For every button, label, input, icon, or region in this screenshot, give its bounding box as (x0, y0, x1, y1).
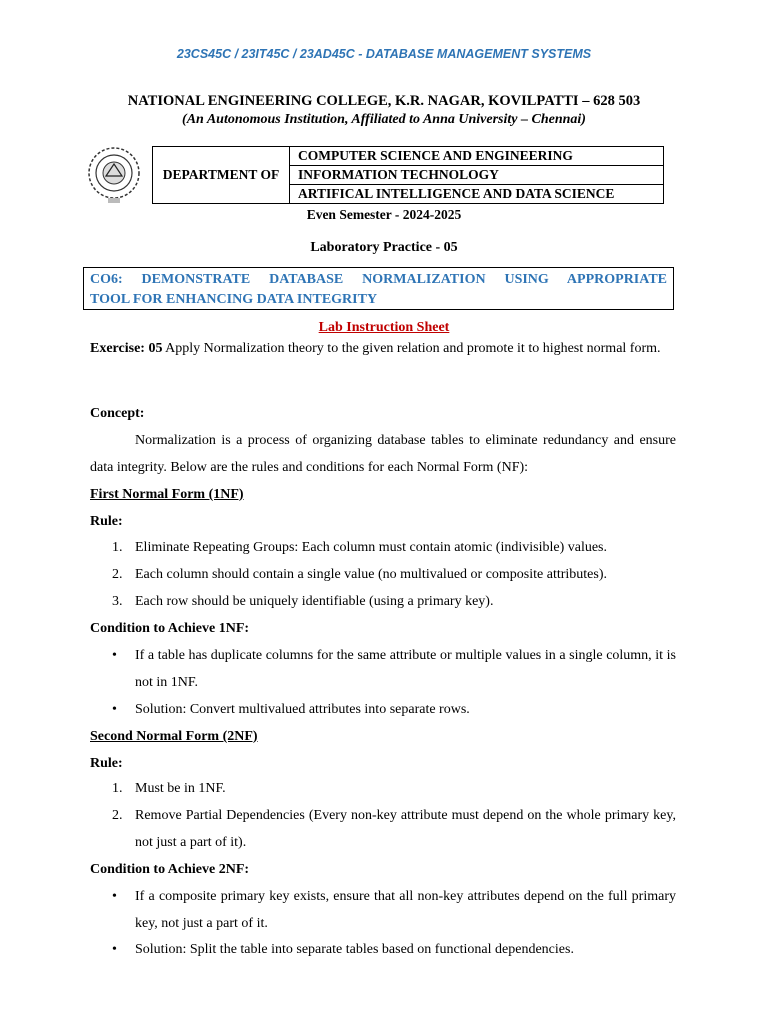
nf1-condition-2: Solution: Convert multivalued attributes into separate rows. (135, 702, 470, 717)
department-label: DEPARTMENT OF (153, 147, 290, 204)
concept-text: Normalization is a process of organizing database tables to eliminate redundancy and ensure data integrity. Below are the rules and conditions for each Normal Form (NF): (90, 433, 676, 475)
department-aids: ARTIFICAL INTELLIGENCE AND DATA SCIENCE (290, 185, 664, 204)
list-item (112, 696, 676, 723)
department-cse: COMPUTER SCIENCE AND ENGINEERING (290, 147, 664, 166)
bullet-icon: • (112, 702, 117, 717)
bullet-icon: • (112, 889, 117, 904)
nf1-heading: First Normal Form (1NF) (90, 487, 244, 502)
concept-heading: Concept: (90, 406, 145, 421)
bullet-icon: • (112, 942, 117, 957)
nf1-condition-label: Condition to Achieve 1NF: (90, 621, 250, 636)
course-outcome-line-2: TOOL FOR ENHANCING DATA INTEGRITY (90, 292, 378, 307)
college-name: NATIONAL ENGINEERING COLLEGE, K.R. NAGAR, KOVILPATTI – 628 503 (127, 93, 641, 109)
nf1-rule-1: Eliminate Repeating Groups: Each column must contain atomic (indivisible) values. (135, 540, 608, 555)
exercise-label: Exercise: 05 (90, 341, 163, 356)
nf1-rule-3: Each row should be uniquely identifiable (using a primary key). (135, 594, 494, 609)
list-item (112, 534, 676, 561)
course-outcome-box (83, 267, 674, 310)
nf2-rule-label: Rule: (90, 756, 123, 771)
department-table (152, 146, 664, 204)
list-number: 1. (112, 781, 123, 796)
nf1-rule-label: Rule: (90, 514, 123, 529)
list-item (112, 642, 676, 696)
bullet-icon: • (112, 648, 117, 663)
nf2-rule-2: Remove Partial Dependencies (Every non-key attribute must depend on the whole primary key, not just a part of it). (135, 808, 676, 850)
list-number: 2. (112, 567, 123, 582)
list-item (112, 936, 676, 963)
exercise-text: Apply Normalization theory to the given relation and promote it to highest normal form. (162, 341, 661, 356)
list-item (112, 883, 676, 937)
college-logo (84, 146, 144, 206)
list-item (112, 802, 676, 856)
nf2-rule-1: Must be in 1NF. (135, 781, 226, 796)
nf2-condition-1: If a composite primary key exists, ensure that all non-key attributes depend on the full primary key, not just a part of it. (135, 889, 676, 931)
nf2-condition-2: Solution: Split the table into separate tables based on functional dependencies. (135, 942, 574, 957)
nf1-condition-1: If a table has duplicate columns for the same attribute or multiple values in a single column, it is not in 1NF. (135, 648, 676, 690)
exercise-paragraph (90, 335, 676, 362)
list-item (112, 588, 676, 615)
list-item (112, 775, 676, 802)
list-number: 1. (112, 540, 123, 555)
course-codes: 23CS45C / 23IT45C / 23AD45C - DATABASE MANAGEMENT SYSTEMS (176, 47, 592, 61)
nf1-rule-2: Each column should contain a single value (no multivalued or composite attributes). (135, 567, 607, 582)
college-affiliation: (An Autonomous Institution, Affiliated to Anna University – Chennai) (182, 112, 586, 127)
course-outcome-line-1: CO6: DEMONSTRATE DATABASE NORMALIZATION USING APPROPRIATE (90, 272, 667, 287)
nf2-condition-label: Condition to Achieve 2NF: (90, 862, 250, 877)
nf2-heading: Second Normal Form (2NF) (90, 729, 258, 744)
lab-title: Laboratory Practice - 05 (310, 240, 458, 255)
sheet-title: Lab Instruction Sheet (318, 320, 450, 335)
list-item (112, 561, 676, 588)
department-it: INFORMATION TECHNOLOGY (290, 166, 664, 185)
list-number: 3. (112, 594, 123, 609)
list-number: 2. (112, 808, 123, 823)
semester: Even Semester - 2024-2025 (306, 207, 462, 222)
